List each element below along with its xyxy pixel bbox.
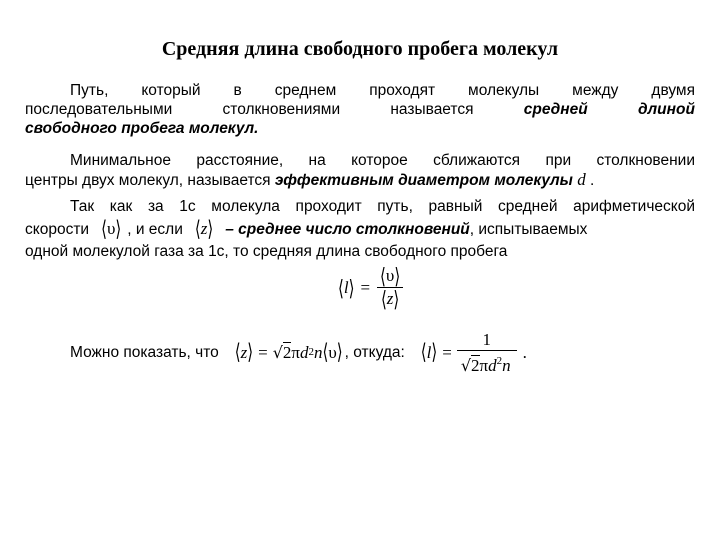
angle-right-icon: ⟩ [115, 215, 122, 242]
equals-sign: = [442, 342, 452, 362]
p2-text: центры двух молекул, называется [25, 172, 275, 189]
var-pi: π [479, 355, 489, 375]
p1-term: средней [523, 101, 588, 118]
angle-left-icon: ⟨ [101, 215, 107, 242]
exponent: 2 [308, 345, 314, 358]
angle-right-icon: ⟩ [336, 338, 343, 365]
p1-word: последовательными [25, 101, 173, 118]
p1-term-end: свободного пробега молекул. [25, 120, 259, 137]
angle-right-icon: ⟩ [394, 262, 401, 290]
var-v: υ [385, 266, 395, 285]
p1-word: в [233, 82, 242, 99]
p1-term: длиной [637, 101, 695, 118]
p2-line-2 [25, 170, 695, 189]
p3-text: , испытываемых [469, 220, 588, 238]
var-pi: π [291, 342, 300, 362]
p1-word: называется [390, 101, 474, 118]
p1-word: молекулы [468, 82, 540, 99]
var-z: z [240, 342, 248, 362]
p2-end: . [590, 172, 595, 189]
p1-word: между [572, 82, 619, 99]
fraction [457, 330, 517, 375]
p3-line-1: Так как за 1с молекула проходит путь, равный средней арифметической [70, 198, 695, 215]
var-d: d [300, 342, 309, 362]
angle-right-icon: ⟩ [348, 274, 355, 301]
fraction-denominator [457, 350, 517, 375]
radical-icon: √ [460, 355, 472, 375]
formula-collision-number [234, 338, 343, 365]
var-l: l [426, 342, 432, 362]
fraction-numerator [376, 262, 404, 290]
var-v: υ [106, 219, 116, 238]
var-z: z [200, 219, 208, 238]
p1-word: который [141, 82, 201, 99]
p1-word: проходят [369, 82, 436, 99]
p2-term: эффективным диаметром молекулы [274, 172, 573, 189]
formula-mean-free-path-result [421, 330, 527, 375]
angle-left-icon: ⟨ [322, 338, 329, 365]
p1-word: двумя [651, 82, 695, 99]
formula-mean-free-path [338, 262, 404, 313]
p1-word: Путь, [70, 82, 109, 99]
paragraph-effective-diameter [25, 151, 695, 189]
equals-sign: = [360, 277, 371, 297]
angle-right-icon: ⟩ [247, 338, 254, 365]
equals-sign: = [258, 342, 268, 362]
fraction-denominator [377, 285, 403, 313]
square-root [273, 343, 292, 362]
period: . [522, 342, 527, 362]
p3-line-3: одной молекулой газа за 1с, то средняя длина свободного пробега [25, 243, 508, 260]
var-d: d [577, 170, 586, 189]
fraction [376, 262, 404, 313]
p3-term: – среднее число столкновений [225, 220, 470, 238]
p3-text: , и если [127, 220, 183, 238]
p1-word: среднем [274, 82, 337, 99]
p4-mid: , откуда: [344, 343, 405, 361]
angle-left-icon: ⟨ [234, 338, 241, 365]
angle-left-icon: ⟨ [380, 285, 387, 313]
var-d: d [488, 355, 497, 375]
fraction-numerator: 1 [482, 329, 491, 349]
angle-right-icon: ⟩ [393, 285, 400, 313]
radicand: 2 [282, 342, 292, 362]
mean-collisions-symbol [194, 215, 214, 242]
p1-line-1 [25, 81, 695, 100]
angle-left-icon: ⟨ [380, 262, 386, 290]
p1-word: столкновениями [222, 101, 341, 118]
var-n: n [502, 355, 511, 375]
paragraph-collisions [25, 197, 695, 261]
mean-speed-symbol [101, 215, 122, 242]
p1-line-2 [25, 100, 695, 119]
radical-icon: √ [272, 342, 283, 362]
var-l: l [343, 277, 349, 297]
angle-right-icon: ⟩ [431, 338, 438, 365]
square-root [461, 356, 480, 375]
exponent: 2 [496, 354, 503, 367]
radicand: 2 [471, 355, 480, 375]
paragraph-mean-free-path-definition [25, 81, 695, 138]
angle-left-icon: ⟨ [338, 274, 344, 301]
slide-title: Средняя длина свободного пробега молекул [161, 38, 559, 60]
paragraph-result [70, 329, 710, 375]
angle-right-icon: ⟩ [207, 215, 214, 242]
var-v: υ [328, 342, 337, 362]
var-z: z [386, 289, 394, 308]
p3-line-2 [25, 216, 695, 242]
var-n: n [314, 342, 323, 362]
p4-lead: Можно показать, что [70, 343, 219, 361]
angle-left-icon: ⟨ [420, 338, 427, 365]
p3-text: скорости [25, 220, 90, 238]
p2-line-1: Минимальное расстояние, на которое сближаются при столкновении [70, 152, 695, 169]
angle-left-icon: ⟨ [194, 215, 201, 242]
